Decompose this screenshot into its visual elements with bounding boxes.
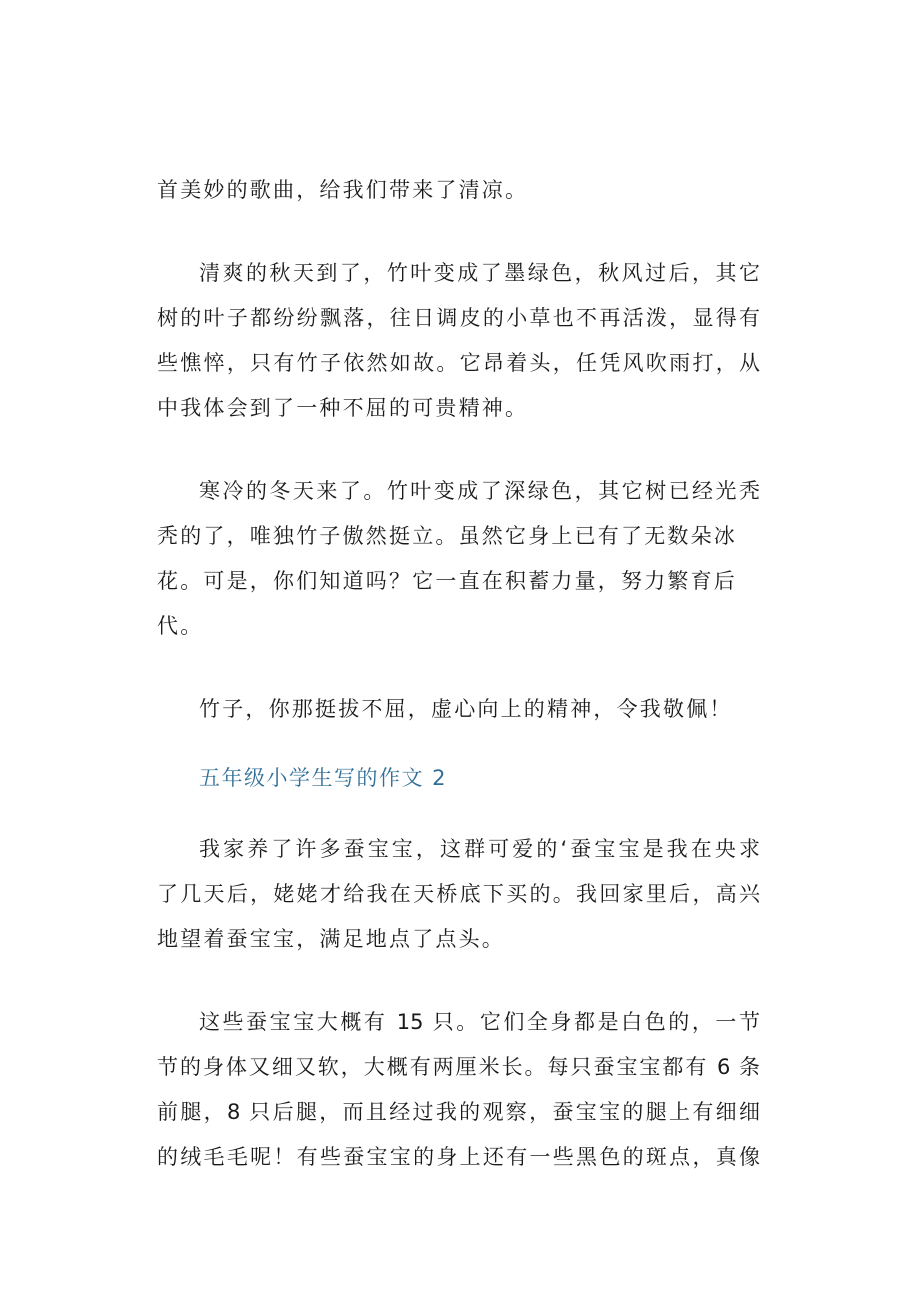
paragraph-line: 代。 — [157, 614, 204, 638]
paragraph-line: 这些蚕宝宝大概有 15 只。它们全身都是白色的，一节 — [199, 1010, 760, 1034]
paragraph-line: 树的叶子都纷纷飘落，往日调皮的小草也不再活泼，显得有 — [157, 306, 760, 330]
paragraph-line: 花。可是，你们知道吗？它一直在积蓄力量，努力繁育后 — [157, 569, 737, 593]
paragraph-line: 节的身体又细又软，大概有两厘米长。每只蚕宝宝都有 6 条 — [157, 1055, 760, 1079]
paragraph-6 — [157, 1000, 760, 1180]
paragraph-line: 地望着蚕宝宝，满足地点了点头。 — [157, 927, 505, 951]
paragraph-4 — [157, 687, 760, 732]
paragraph-line: 我家养了许多蚕宝宝，这群可爱的‘蚕宝宝是我在央求 — [199, 837, 760, 861]
paragraph-line: 寒冷的冬天来了。竹叶变成了深绿色，其它树已经光秃 — [199, 479, 760, 503]
paragraph-line: 清爽的秋天到了，竹叶变成了墨绿色，秋风过后，其它 — [199, 261, 760, 285]
paragraph-line: 秃的了，唯独竹子傲然挺立。虽然它身上已有了无数朵冰 — [157, 524, 737, 548]
paragraph-line: 首美妙的歌曲，给我们带来了清凉。 — [157, 178, 529, 202]
paragraph-2 — [157, 251, 760, 431]
paragraph-line: 的绒毛毛呢！有些蚕宝宝的身上还有一些黑色的斑点，真像 — [157, 1145, 760, 1169]
paragraph-line: 前腿，8 只后腿，而且经过我的观察，蚕宝宝的腿上有细细 — [157, 1100, 760, 1124]
paragraph-5 — [157, 827, 760, 962]
paragraph-line: 些憔悴，只有竹子依然如故。它昂着头，任凭风吹雨打，从 — [157, 351, 760, 375]
paragraph-1 — [157, 168, 760, 213]
document-page — [157, 168, 760, 1180]
paragraph-3 — [157, 469, 760, 649]
section-heading: 五年级小学生写的作文 2 — [199, 766, 448, 790]
paragraph-line: 竹子，你那挺拔不屈，虚心向上的精神，令我敬佩！ — [199, 697, 733, 721]
paragraph-line: 了几天后，姥姥才给我在天桥底下买的。我回家里后，高兴 — [157, 882, 760, 906]
paragraph-line: 中我体会到了一种不屈的可贵精神。 — [157, 396, 529, 420]
